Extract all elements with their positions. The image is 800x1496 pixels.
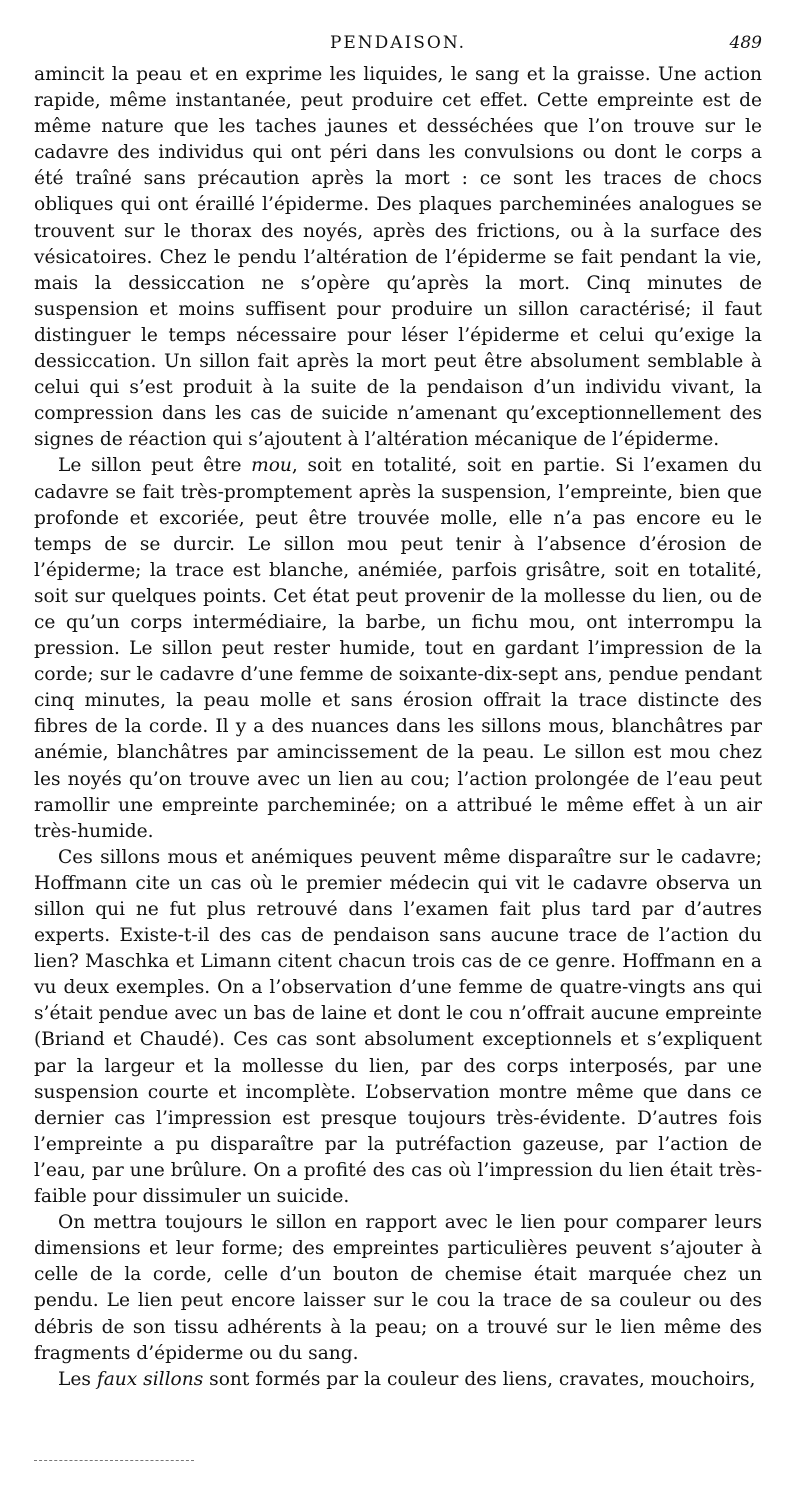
paragraph <box>34 453 762 844</box>
paragraph-text: sont formés par la couleur des liens, cravates, mouchoirs, <box>203 1368 756 1390</box>
footer-rule <box>34 1460 194 1461</box>
paragraph-text: Le sillon peut être <box>58 455 252 477</box>
page-header <box>34 33 762 55</box>
italic-term: mou <box>251 455 292 477</box>
paragraph <box>34 1210 762 1367</box>
page-body <box>34 62 762 1393</box>
paragraph-text: Ces sillons mous et anémiques peuvent même disparaître sur le cadavre; Hoffmann cite un cas où le premier médecin qui vit le cadavre observa un sillon qui ne fut plus retrouvé dans l’examen fait plus tard par d’autres experts. Existe-t-il des cas de pendaison sans aucune trace de l’action du lien? Maschka et Limann citent chacun trois cas de ce genre. Hoffmann en a vu deux exemples. On a l’observation d’une femme de quatre-vingts ans qui s’était pendue avec un bas de laine et dont le cou n’offrait aucune empreinte (Briand et Chaudé). Ces cas sont absolument exceptionnels et s’expliquent par la largeur et la mollesse du lien, par des corps interposés, par une suspension courte et incomplète. L’observation montre même que dans ce dernier cas l’impression est presque toujours très-évidente. D’autres fois l’empreinte a pu disparaître par la putréfaction gazeuse, par l’action de l’eau, par une brûlure. On a profité des cas où l’impression du lien était très-faible pour dissimuler un suicide. <box>34 846 762 1208</box>
paragraph-text: , soit en totalité, soit en partie. Si l’examen du cadavre se fait très-promptement après la suspension, l’empreinte, bien que profonde et excoriée, peut être trouvée molle, elle n’a pas encore eu le temps de se durcir. Le sillon mou peut tenir à l’absence d’érosion de l’épiderme; la trace est blanche, anémiée, parfois grisâtre, soit en totalité, soit sur quelques points. Cet état peut provenir de la mollesse du lien, ou de ce qu’un corps intermédiaire, la barbe, un fichu mou, ont interrompu la pression. Le sillon peut rester humide, tout en gardant l’impression de la corde; sur le cadavre d’une femme de soixante-dix-sept ans, pendue pendant cinq minutes, la peau molle et sans érosion offrait la trace distincte des fibres de la corde. Il y a des nuances dans les sillons mous, blanchâtres par anémie, blanchâtres par amincissement de la peau. Le sillon est mou chez les noyés qu’on trouve avec un lien au cou; l’action prolongée de l’eau peut ramollir une empreinte parcheminée; on a attribué le même effet à un air très-humide. <box>34 455 762 842</box>
paragraph-text: On mettra toujours le sillon en rapport avec le lien pour comparer leurs dimensions et leur forme; des empreintes particulières peuvent s’ajouter à celle de la corde, celle d’un bouton de chemise était marquée chez un pendu. Le lien peut encore laisser sur le cou la trace de sa couleur ou des débris de son tissu adhérents à la peau; on a trouvé sur le lien même des fragments d’épiderme ou du sang. <box>34 1212 762 1364</box>
page-number: 489 <box>729 33 762 53</box>
running-title: PENDAISON. <box>329 33 467 53</box>
paragraph <box>34 845 762 1210</box>
paragraph-text: Les <box>58 1368 97 1390</box>
paragraph-text: amincit la peau et en exprime les liquides, le sang et la graisse. Une action rapide, même instantanée, peut produire cet effet. Cette empreinte est de même nature que les taches jaunes et desséchées que l’on trouve sur le cadavre des individus qui ont péri dans les convulsions ou dont le corps a été traîné sans précaution après la mort : ce sont les traces de chocs obliques qui ont éraillé l’épiderme. Des plaques parcheminées analogues se trouvent sur le thorax des noyés, après des frictions, ou à la surface des vésicatoires. Chez le pendu l’altération de l’épiderme se fait pendant la vie, mais la dessiccation ne s’opère qu’après la mort. Cinq minutes de suspension et moins suffisent pour produire un sillon caractérisé; il faut distinguer le temps nécessaire pour léser l’épiderme et celui qu’exige la dessiccation. Un sillon fait après la mort peut être absolument semblable à celui qui s’est produit à la suite de la pendaison d’un individu vivant, la compression dans les cas de suicide n’amenant qu’exceptionnellement des signes de réaction qui s’ajoutent à l’altération mécanique de l’épiderme. <box>34 64 762 451</box>
italic-term: faux sillons <box>96 1368 204 1390</box>
paragraph <box>34 62 762 453</box>
paragraph <box>34 1367 762 1393</box>
